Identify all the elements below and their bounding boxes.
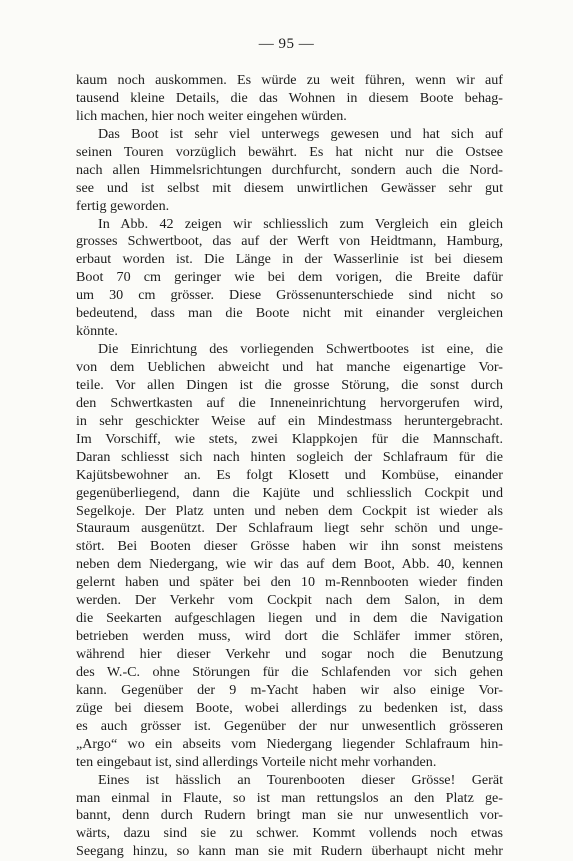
- text-line: wärts, dazu sind sie zu schwer. Kommt vollends noch etwas: [76, 825, 503, 842]
- text-line: teile. Vor allen Dingen ist die grosse Störung, die sonst durch: [76, 376, 503, 393]
- text-line: Stauraum ausgenützt. Der Schlafraum liegt sehr schön und unge-: [76, 520, 503, 537]
- text-line: fertig geworden.: [76, 197, 170, 214]
- text-line: neben dem Niedergang, wie wir das auf dem Boot, Abb. 40, kennen: [76, 556, 503, 573]
- text-line: Im Vorschiff, wie stets, zwei Klappkojen für die Mannschaft.: [76, 430, 503, 447]
- text-line: Segelkoje. Der Platz unten und neben dem Cockpit ist wieder als: [76, 502, 503, 519]
- page-number: — 95 —: [258, 36, 315, 52]
- text-line: Boot 70 cm geringer wie bei dem vorigen, die Breite dafür: [76, 269, 503, 286]
- text-line: kaum noch auskommen. Es würde zu weit führen, wenn wir auf: [76, 72, 503, 88]
- text-line: see und ist selbst mit diesem unwirtlichen Gewässer sehr gut: [76, 179, 503, 196]
- text-line: Eines ist hässlich an Tourenbooten dieser Grösse! Gerät: [98, 771, 503, 788]
- text-line: könnte.: [76, 323, 118, 340]
- text-line: lich machen, hier noch weiter eingehen würden.: [76, 107, 347, 124]
- text-line: man einmal in Flaute, so ist man rettungslos an den Platz ge-: [76, 789, 503, 806]
- text-line: gelernt haben und später bei den 10 m-Rennbooten wieder finden: [76, 574, 503, 591]
- text-line: tausend kleine Details, die das Wohnen in diesem Boote behag-: [76, 89, 503, 106]
- text-line: bannt, denn durch Rudern bringt man sie nur unwesentlich vor-: [76, 807, 503, 824]
- text-line: des W.-C. ohne Störungen für die Schlafenden vor sich gehen: [76, 663, 503, 680]
- text-line: betrieben werden muss, wird dort die Schläfer immer stören,: [76, 628, 503, 645]
- text-line: grosses Schwertboot, das auf der Werft von Heidtmann, Hamburg,: [76, 233, 503, 250]
- text-line: erbaut worden ist. Die Länge in der Wasserlinie ist bei diesem: [76, 251, 503, 268]
- text-line: züge bei diesem Boote, wobei allerdings zu bedenken ist, dass: [76, 699, 503, 716]
- text-line: seinen Touren vorzüglich bewährt. Es hat nicht nur die Ostsee: [76, 143, 503, 160]
- text-line: In Abb. 42 zeigen wir schliesslich zum Vergleich ein gleich: [98, 215, 503, 232]
- text-line: den Schwertkasten auf die Inneneinrichtung hervorgerufen wird,: [76, 394, 503, 411]
- text-line: werden. Der Verkehr vom Cockpit nach dem Salon, in dem: [76, 592, 503, 609]
- text-line: ten eingebaut ist, sind allerdings Vorteile nicht mehr vorhanden.: [76, 753, 437, 770]
- text-line: Daran schliesst sich nach hinten sogleich der Schlafraum für die: [76, 448, 503, 465]
- text-line: um 30 cm grösser. Diese Grössenunterschiede sind nicht so: [76, 287, 503, 304]
- text-line: bedeutend, dass man die Boote nicht mit einander vergleichen: [76, 305, 503, 322]
- text-line: während hier dieser Verkehr und sogar noch die Benutzung: [76, 646, 503, 662]
- text-line: Die Einrichtung des vorliegenden Schwertbootes ist eine, die: [98, 341, 503, 358]
- text-line: gegenüberliegend, dann die Kajüte und schliesslich Cockpit und: [76, 484, 503, 501]
- text-line: es auch grösser ist. Gegenüber der nur unwesentlich grösseren: [76, 717, 503, 734]
- text-line: kann. Gegenüber der 9 m-Yacht haben wir also einige Vor-: [76, 681, 503, 698]
- text-line: Kajütsbewohner an. Es folgt Klosett und Kombüse, einander: [76, 466, 503, 483]
- text-line: „Argo“ wo ein abseits vom Niedergang liegender Schlafraum hin-: [76, 735, 503, 752]
- text-line: von dem Ueblichen abweicht und hat manche eigenartige Vor-: [76, 359, 503, 375]
- text-line: in sehr geschickter Weise auf ein Mindestmass heruntergebracht.: [76, 412, 503, 429]
- text-line: nach allen Himmelsrichtungen durchfurcht, sondern auch die Nord-: [76, 161, 503, 178]
- body-text: [76, 72, 503, 861]
- text-line: stört. Bei Booten dieser Grösse haben wir ihn sonst meistens: [76, 538, 503, 555]
- text-line: Das Boot ist sehr viel unterwegs gewesen und hat sich auf: [98, 125, 503, 142]
- text-line: die Seekarten aufgeschlagen liegen und in dem die Navigation: [76, 610, 503, 627]
- text-line: Seegang hinzu, so kann man sie mit Rudern überhaupt nicht mehr: [76, 843, 503, 860]
